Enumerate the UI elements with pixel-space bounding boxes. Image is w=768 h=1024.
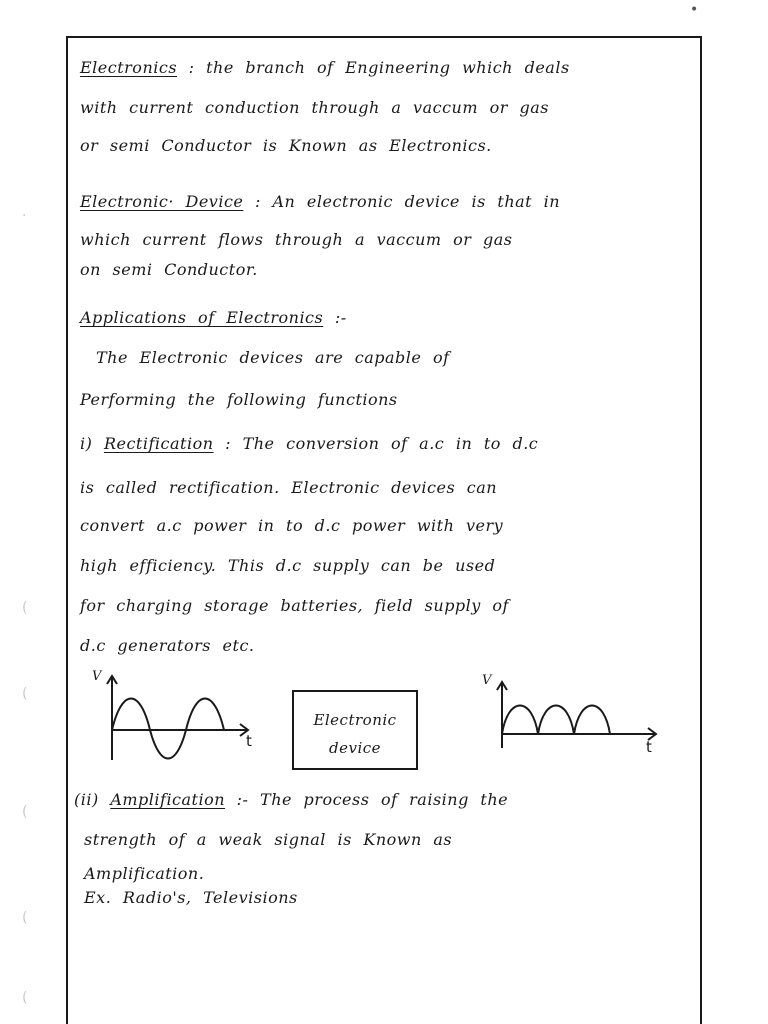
margin-mark: ( [22, 686, 28, 702]
note-line: for charging storage batteries, field supply of [80, 596, 509, 615]
full-wave-rectified-wave [502, 706, 610, 735]
note-line: high efficiency. This d.c supply can be used [80, 556, 496, 575]
list-number: (ii) [74, 790, 99, 809]
note-line: d.c generators etc. [80, 636, 255, 655]
note-line: on semi Conductor. [80, 260, 258, 279]
list-number: i) [80, 434, 93, 453]
margin-mark: ( [22, 990, 28, 1006]
box-label-line2: device [328, 739, 382, 757]
margin-mark: ( [22, 804, 28, 820]
note-line [74, 790, 684, 809]
box-label-line1: Electronic [313, 711, 397, 729]
ac-waveform-diagram [92, 668, 262, 768]
term-electronic-device: Electronic· Device [80, 192, 244, 211]
margin-mark: ( [22, 910, 28, 926]
axis-label-t: t [646, 738, 652, 756]
margin-mark: · [22, 208, 27, 224]
term-electronics: Electronics [80, 58, 178, 77]
note-line: Amplification. [84, 864, 205, 883]
note-line [80, 58, 690, 77]
margin-mark: ( [22, 600, 28, 616]
electronic-device-box [292, 690, 418, 770]
line-text: : the branch of Engineering which deals [188, 58, 570, 77]
note-line: Performing the following functions [80, 390, 398, 409]
axis-label-v: V [482, 673, 492, 688]
note-line [80, 434, 690, 453]
note-line: convert a.c power in to d.c power with very [80, 516, 504, 535]
rectified-waveform-diagram [480, 672, 670, 762]
heading-colon: :- [334, 308, 347, 327]
note-line: Ex. Radio's, Televisions [84, 888, 298, 907]
term-rectification: Rectification [103, 434, 214, 453]
sine-wave [112, 699, 224, 759]
heading-applications: Applications of Electronics [80, 308, 324, 327]
note-line [80, 192, 690, 211]
axis-label-t: t [246, 732, 252, 750]
note-line: The Electronic devices are capable of [96, 348, 450, 367]
note-line: with current conduction through a vaccum or gas [80, 98, 549, 117]
line-text: : An electronic device is that in [254, 192, 561, 211]
note-line: is called rectification. Electronic devices can [80, 478, 498, 497]
section-heading [80, 308, 690, 327]
note-line: strength of a weak signal is Known as [84, 830, 453, 849]
corner-mark: • [690, 2, 699, 18]
term-amplification: Amplification [110, 790, 226, 809]
line-text: :- The process of raising the [236, 790, 509, 809]
line-text: : The conversion of a.c in to d.c [225, 434, 539, 453]
note-line: which current flows through a vaccum or gas [80, 230, 513, 249]
axis-label-v: V [92, 669, 102, 684]
note-line: or semi Conductor is Known as Electronics. [80, 136, 492, 155]
